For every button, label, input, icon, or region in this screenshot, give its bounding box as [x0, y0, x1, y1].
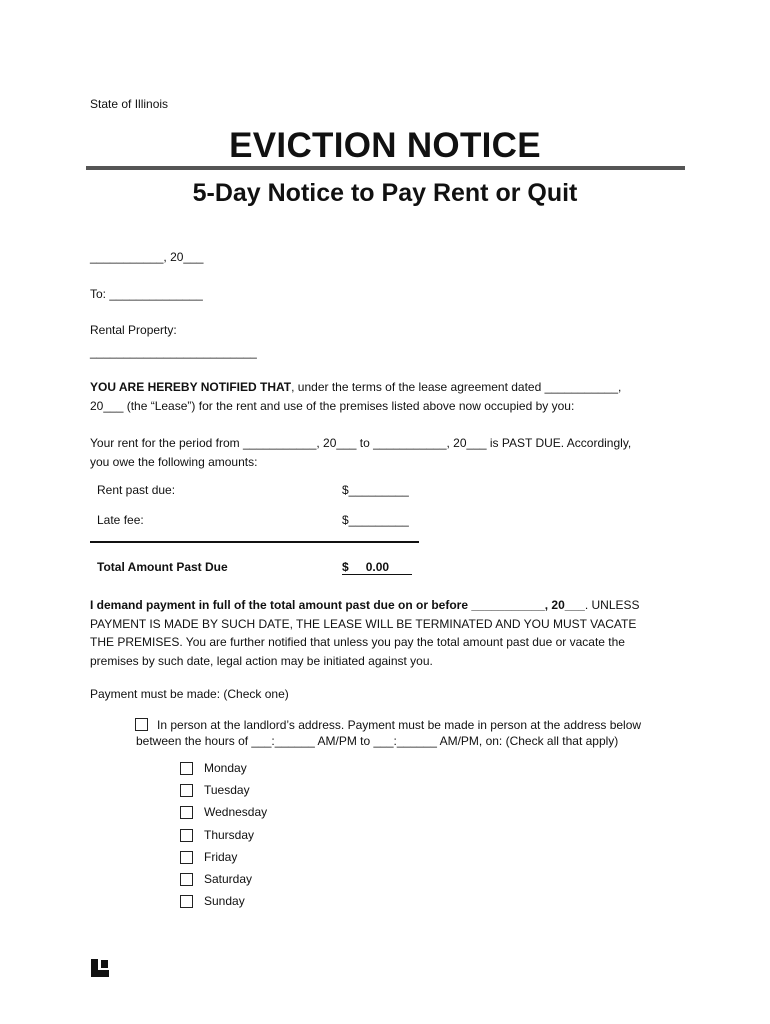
notice-lead: YOU ARE HEREBY NOTIFIED THAT: [90, 380, 292, 394]
day-label-wednesday: Wednesday: [204, 805, 268, 820]
day-checkbox-sunday[interactable]: [180, 895, 193, 908]
day-label-tuesday: Tuesday: [204, 783, 250, 798]
demand-rest: . UNLESS: [584, 598, 640, 612]
to-field[interactable]: To: ______________: [90, 287, 203, 301]
demand-line2: PAYMENT IS MADE BY SUCH DATE, THE LEASE WILL BE TERMINATED AND YOU MUST VACATE: [90, 616, 637, 631]
total-amount-value: 0.00: [365, 560, 390, 574]
brand-logo: [90, 958, 110, 978]
in-person-option-line2: between the hours of ___:______ AM/PM to ___:______ AM/PM, on: (Check all that apply): [136, 734, 619, 748]
demand-line4: premises by such date, legal action may be initiated against you.: [90, 653, 433, 668]
state-label: State of Illinois: [90, 97, 169, 111]
late-fee-field[interactable]: $_________: [342, 513, 409, 527]
demand-line3: THE PREMISES. You are further notified that unless you pay the total amount past due or vacate the: [90, 635, 625, 649]
total-divider: [90, 541, 419, 543]
notice-lead-rest: , under the terms of the lease agreement dated ___________,: [291, 380, 622, 394]
day-label-monday: Monday: [204, 761, 247, 775]
document-subtitle: 5-Day Notice to Pay Rent or Quit: [192, 179, 578, 207]
total-amount-field[interactable]: [342, 560, 412, 575]
rent-period-line2: you owe the following amounts:: [90, 454, 258, 469]
demand-bold: I demand payment in full of the total amount past due on or before ___________, 20___: [90, 598, 585, 612]
total-dollar-sign: $: [342, 560, 349, 574]
day-checkbox-friday[interactable]: [180, 851, 193, 864]
day-checkbox-thursday[interactable]: [180, 829, 193, 842]
title-divider: [86, 166, 685, 170]
in-person-option-line1: In person at the landlord’s address. Payment must be made in person at the address below: [157, 718, 642, 732]
demand-paragraph: [90, 596, 675, 670]
day-checkbox-monday[interactable]: [180, 762, 193, 775]
day-label-saturday: Saturday: [204, 872, 253, 886]
rental-property-field[interactable]: _________________________: [90, 345, 257, 359]
rental-property-label: Rental Property:: [90, 323, 177, 337]
day-label-sunday: Sunday: [204, 894, 245, 909]
day-label-friday: Friday: [204, 849, 238, 864]
day-checkbox-tuesday[interactable]: [180, 784, 193, 797]
day-label-thursday: Thursday: [204, 827, 255, 842]
payment-label: Payment must be made: (Check one): [90, 687, 289, 701]
notice-paragraph: [90, 378, 675, 415]
in-person-checkbox[interactable]: [135, 718, 148, 731]
document-title: EVICTION NOTICE: [229, 126, 541, 165]
rent-past-due-label: Rent past due:: [97, 483, 176, 497]
late-fee-label: Late fee:: [97, 513, 144, 527]
date-field[interactable]: ___________, 20___: [90, 250, 204, 264]
day-checkbox-saturday[interactable]: [180, 873, 193, 886]
rent-past-due-field[interactable]: $_________: [342, 483, 409, 497]
day-checkbox-wednesday[interactable]: [180, 806, 193, 819]
total-label: Total Amount Past Due: [97, 560, 228, 574]
rent-period-line1: Your rent for the period from ___________, 20___ to ___________, 20___ is PAST DUE. Accordingly,: [90, 436, 632, 450]
notice-line2: 20___ (the “Lease”) for the rent and use of the premises listed above now occupied by you:: [90, 398, 575, 413]
rent-period-paragraph: [90, 434, 675, 471]
